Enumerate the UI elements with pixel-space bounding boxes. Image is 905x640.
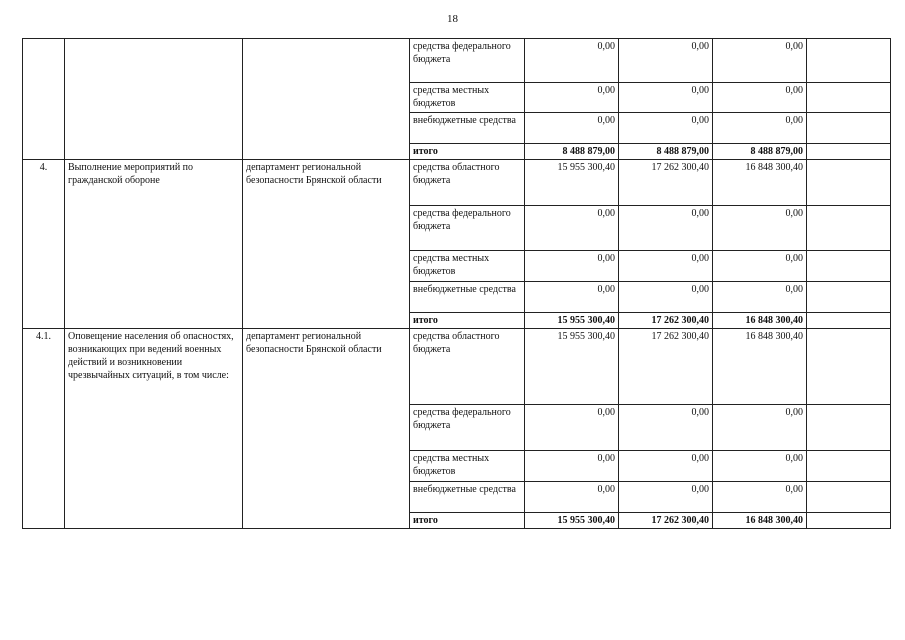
amount-cell: 15 955 300,40 [525,513,619,529]
funding-source: средства местных бюджетов [410,251,525,282]
empty-cell [807,251,891,282]
amount-cell: 0,00 [713,251,807,282]
amount-cell: 0,00 [713,113,807,144]
funding-source: итого [410,144,525,160]
amount-cell: 17 262 300,40 [619,160,713,206]
amount-cell: 0,00 [619,405,713,451]
table-row [23,39,891,83]
funding-source: итого [410,313,525,329]
funding-source: средства федерального бюджета [410,405,525,451]
empty-cell [807,313,891,329]
budget-table [22,38,891,529]
empty-cell [807,206,891,251]
amount-cell: 16 848 300,40 [713,160,807,206]
amount-cell: 0,00 [525,83,619,113]
measure-name: Оповещение населения об опасностях, возникающих при ведений военных действий и возникновении чрезвычайных ситуаций, в том числе: [65,329,243,529]
measure-name: Выполнение мероприятий по гражданской обороне [65,160,243,329]
amount-cell: 0,00 [713,83,807,113]
amount-cell: 15 955 300,40 [525,160,619,206]
funding-source: внебюджетные средства [410,282,525,313]
empty-cell [807,482,891,513]
amount-cell: 0,00 [525,39,619,83]
amount-cell: 15 955 300,40 [525,313,619,329]
empty-cell [807,451,891,482]
amount-cell: 0,00 [525,282,619,313]
empty-cell [807,329,891,405]
amount-cell: 0,00 [713,282,807,313]
funding-source: средства федерального бюджета [410,206,525,251]
measure-name [65,39,243,160]
executor [243,39,410,160]
amount-cell: 0,00 [619,251,713,282]
executor: департамент региональной безопасности Брянской области [243,329,410,529]
empty-cell [807,513,891,529]
funding-source: итого [410,513,525,529]
amount-cell: 0,00 [619,83,713,113]
amount-cell: 0,00 [525,206,619,251]
item-number [23,39,65,160]
amount-cell: 8 488 879,00 [713,144,807,160]
amount-cell: 16 848 300,40 [713,329,807,405]
table-row [23,329,891,405]
amount-cell: 16 848 300,40 [713,313,807,329]
amount-cell: 0,00 [619,282,713,313]
empty-cell [807,144,891,160]
amount-cell: 0,00 [713,206,807,251]
empty-cell [807,405,891,451]
funding-source: внебюджетные средства [410,482,525,513]
table-row [23,160,891,206]
amount-cell: 0,00 [619,39,713,83]
amount-cell: 8 488 879,00 [619,144,713,160]
amount-cell: 0,00 [525,405,619,451]
empty-cell [807,160,891,206]
page-number: 18 [447,13,458,25]
empty-cell [807,282,891,313]
amount-cell: 0,00 [619,206,713,251]
amount-cell: 17 262 300,40 [619,329,713,405]
amount-cell: 0,00 [525,251,619,282]
empty-cell [807,39,891,83]
amount-cell: 15 955 300,40 [525,329,619,405]
amount-cell: 0,00 [713,405,807,451]
amount-cell: 17 262 300,40 [619,313,713,329]
amount-cell: 0,00 [619,451,713,482]
amount-cell: 0,00 [525,482,619,513]
amount-cell: 0,00 [713,451,807,482]
amount-cell: 0,00 [619,482,713,513]
item-number: 4. [23,160,65,329]
funding-source: средства федерального бюджета [410,39,525,83]
funding-source: внебюджетные средства [410,113,525,144]
amount-cell: 0,00 [525,451,619,482]
executor: департамент региональной безопасности Брянской области [243,160,410,329]
amount-cell: 0,00 [713,482,807,513]
amount-cell: 0,00 [713,39,807,83]
funding-source: средства местных бюджетов [410,451,525,482]
amount-cell: 8 488 879,00 [525,144,619,160]
amount-cell: 0,00 [619,113,713,144]
item-number: 4.1. [23,329,65,529]
amount-cell: 16 848 300,40 [713,513,807,529]
amount-cell: 0,00 [525,113,619,144]
funding-source: средства областного бюджета [410,160,525,206]
funding-source: средства областного бюджета [410,329,525,405]
empty-cell [807,113,891,144]
funding-source: средства местных бюджетов [410,83,525,113]
amount-cell: 17 262 300,40 [619,513,713,529]
empty-cell [807,83,891,113]
